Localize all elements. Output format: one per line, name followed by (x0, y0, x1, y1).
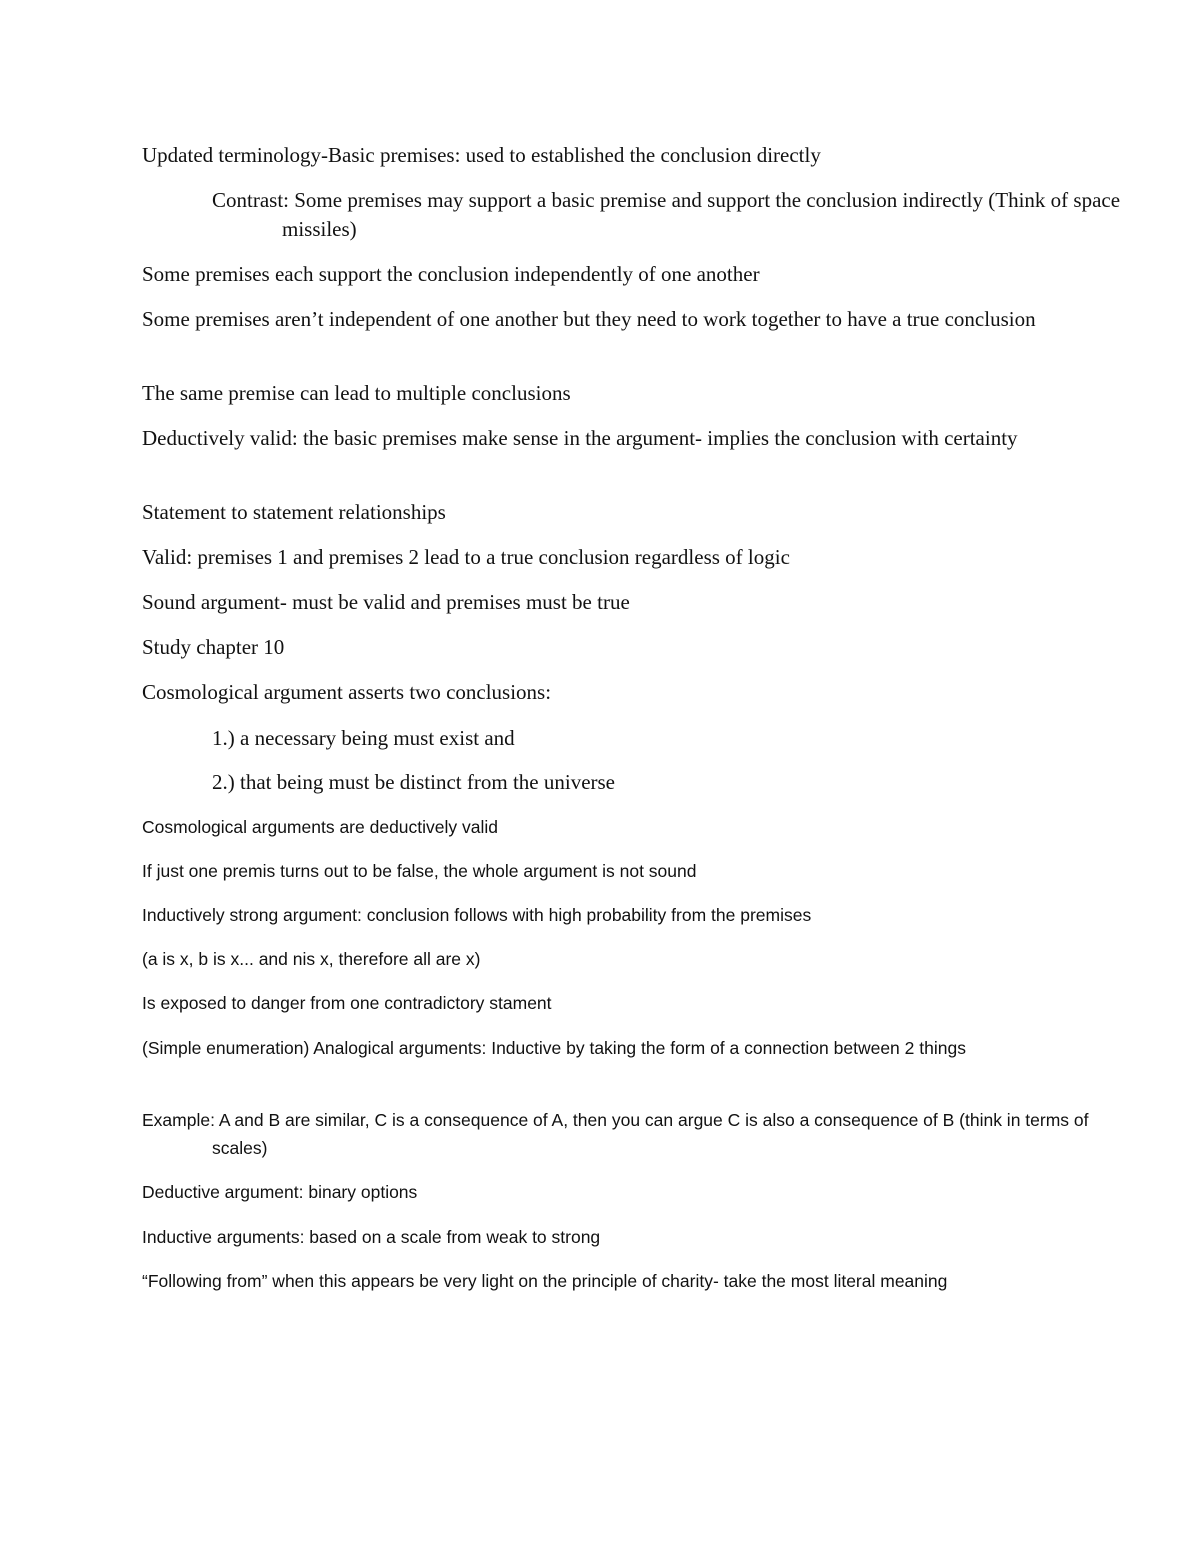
paragraph-basic-premises: Updated terminology-Basic premises: used to established the conclusion directly (142, 143, 821, 167)
paragraph-inductive-scale: Inductive arguments: based on a scale from weak to strong (142, 1227, 601, 1247)
paragraph-cosmological-valid: Cosmological arguments are deductively valid (142, 817, 499, 837)
paragraph-deductively-valid: Deductively valid: the basic premises make sense in the argument- implies the conclusion with certainty (142, 426, 1018, 450)
list-item-conclusion-1: 1.) a necessary being must exist and (212, 726, 515, 750)
paragraph-enumeration-example: (a is x, b is x... and nis x, therefore all are x) (142, 949, 481, 969)
paragraph-independent-support: Some premises each support the conclusion independently of one another (142, 262, 760, 286)
paragraph-multiple-conclusions: The same premise can lead to multiple conclusions (142, 381, 571, 405)
paragraph-statement-relationships: Statement to statement relationships (142, 500, 446, 524)
list-item-conclusion-2: 2.) that being must be distinct from the universe (212, 770, 615, 794)
paragraph-contrast: Contrast: Some premises may support a basic premise and support the conclusion indirectly (Think of space missiles) (212, 188, 1121, 241)
paragraph-deductive-binary: Deductive argument: binary options (142, 1182, 418, 1202)
paragraph-sound-argument: Sound argument- must be valid and premises must be true (142, 590, 630, 614)
paragraph-contradictory-statement: Is exposed to danger from one contradictory stament (142, 993, 552, 1013)
paragraph-following-from: “Following from” when this appears be very light on the principle of charity- take the most literal meaning (142, 1271, 948, 1291)
paragraph-cosmological-argument: Cosmological argument asserts two conclusions: (142, 680, 552, 704)
paragraph-dependent-premises: Some premises aren’t independent of one another but they need to work together to have a true conclusion (142, 307, 1036, 331)
paragraph-not-sound: If just one premis turns out to be false, the whole argument is not sound (142, 861, 697, 881)
paragraph-valid: Valid: premises 1 and premises 2 lead to a true conclusion regardless of logic (142, 545, 790, 569)
paragraph-analogical-arguments: (Simple enumeration) Analogical arguments: Inductive by taking the form of a connection between 2 things (142, 1038, 966, 1058)
paragraph-example-consequence: Example: A and B are similar, C is a consequence of A, then you can argue C is also a consequence of B (think in terms of scales) (142, 1110, 1089, 1158)
paragraph-study-chapter: Study chapter 10 (142, 635, 285, 659)
paragraph-inductively-strong: Inductively strong argument: conclusion follows with high probability from the premises (142, 905, 812, 925)
